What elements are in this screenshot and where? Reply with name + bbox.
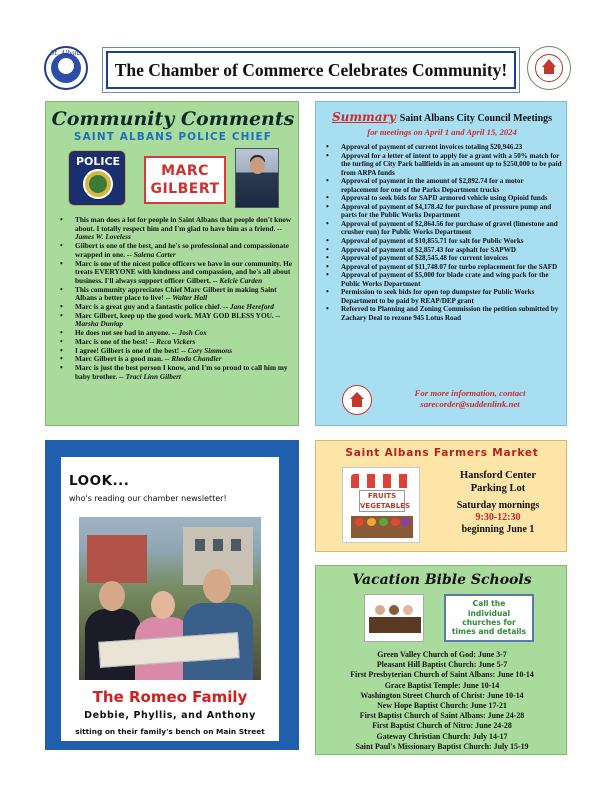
chief-last-name: GILBERT xyxy=(150,181,220,197)
reader-spotlight-panel xyxy=(45,440,299,750)
council-summary-heading xyxy=(316,110,568,124)
chamber-seal-icon xyxy=(527,46,571,90)
market-sign-vegetables: VEGETABLES xyxy=(360,502,410,510)
market-sign-fruits: FRUITS xyxy=(367,492,397,500)
comment-item: • Marc is just the best person I know, and I'm so proud to call him my baby brother. -- Traci Linn Gilbert xyxy=(56,364,292,381)
comment-author: -- Walter Hall xyxy=(165,293,208,303)
reader-spotlight-card xyxy=(61,457,279,741)
council-summary-subtitle: for meetings on April 1 and April 15, 2024 xyxy=(367,127,517,137)
church-schedule-item: First Presbyterian Church of Saint Albans: June 10-14 xyxy=(350,670,534,680)
market-start-date: beginning June 1 xyxy=(461,524,535,535)
look-title: LOOK... xyxy=(69,473,130,489)
comment-author: -- Traci Linn Gilbert xyxy=(119,371,181,381)
call-note-line: individual xyxy=(467,608,511,618)
city-recorder-seal-icon xyxy=(342,385,372,415)
comment-item: • Marc is one of the nicest police officers we have in our community. He treats EVERYONE with kindness and compassion, and he's all about business. I'll always support officer Gilbert. -- Kelcie Carden xyxy=(56,260,292,286)
comment-author: -- Reca Vickers xyxy=(149,336,196,346)
church-schedule-item: Washington Street Church of Christ: June 10-14 xyxy=(360,690,524,700)
chief-first-name: MARC xyxy=(161,163,209,179)
council-action-item: • Approval of payment of $4,178.42 for purchase of pressure pump and parts for the Public Works Department xyxy=(322,203,562,220)
comment-author: -- Rhoda Chandler xyxy=(164,354,222,364)
bible-reading-icon xyxy=(364,594,424,642)
market-details xyxy=(434,469,562,536)
comment-author: -- Marsha Dunlap xyxy=(75,310,281,329)
contact-info xyxy=(378,388,562,410)
church-schedule-item: Pleasant Hill Baptist Church: June 5-7 xyxy=(376,660,508,670)
farmers-market-title: Saint Albans Farmers Market xyxy=(345,447,539,459)
family-name: The Romeo Family xyxy=(92,688,248,706)
market-time: 9:30-12:30 xyxy=(475,512,521,523)
council-action-item: • Approval of payment of $5,000 for blade crate and wing pack for the Public Works Department xyxy=(322,271,562,288)
market-stand-icon xyxy=(342,467,420,543)
church-schedule-item: New Hope Baptist Church: June 17-21 xyxy=(377,701,507,711)
comment-author: -- Salena Carter xyxy=(126,249,176,259)
comment-author: -- Josh Cox xyxy=(171,328,207,338)
comment-item: • Gilbert is one of the best, and he's so professional and compassionate wrapped in one. -- Salena Carter xyxy=(56,242,292,259)
council-action-item: • Approval of payment in the amount of $2,892.74 for a motor replacement for one of the Parks Department trucks xyxy=(322,177,562,194)
city-seal-icon xyxy=(44,46,88,90)
market-stand-sign xyxy=(359,490,410,512)
church-schedule-item: Green Valley Church of God: June 3-7 xyxy=(377,650,507,659)
church-schedule-item: First Baptist Church of Saint Albans: June 24-28 xyxy=(359,711,525,721)
comment-author: -- Jane Hereford xyxy=(223,302,274,312)
comment-item: • This community appreciates Chief Marc Gilbert in making Saint Albans a better place to live! -- Walter Hall xyxy=(56,286,292,303)
church-schedule-item: Saint Paul's Missionary Baptist Church: July 15-19 xyxy=(355,741,529,751)
council-actions-list xyxy=(322,143,562,322)
farmers-market-panel xyxy=(315,440,567,552)
chief-photo xyxy=(235,148,279,208)
church-schedule-item: Gateway Christian Church: July 14-17 xyxy=(376,731,508,741)
comment-author: -- James W. Loveless xyxy=(75,223,283,242)
church-schedule-list xyxy=(316,650,568,752)
comment-item: • Marc is one of the best! -- Reca Vickers xyxy=(56,338,292,347)
comment-item: • Marc Gilbert is a good man. -- Rhoda Chandler xyxy=(56,355,292,364)
comment-item: • This man does a lot for people in Saint Albans that people don't know about. I totally respect him and I'm glad to have him as a friend. -- James W. Loveless xyxy=(56,216,292,242)
chief-name-box xyxy=(144,156,226,204)
call-note-line: times and details xyxy=(451,627,527,637)
call-note-line: churches for xyxy=(462,618,516,627)
market-location-line2: Parking Lot xyxy=(470,483,526,494)
comment-item: • He does not see bad in anyone. -- Josh Cox xyxy=(56,329,292,338)
council-action-item: • Approval of payment of $2,864.56 for purchase of gravel (limestone and crusher run) for Public Works Department xyxy=(322,220,562,237)
comment-item: • I agree! Gilbert is one of the best! -- Cory Simmons xyxy=(56,347,292,356)
police-badge-icon xyxy=(68,150,126,206)
council-action-item: • Approval of payment of $10,855.71 for salt for Public Works xyxy=(322,237,562,246)
council-action-item: • Approval of payment of $28,545.48 for current invoices xyxy=(322,254,562,263)
bible-schools-panel xyxy=(315,565,567,755)
council-action-item: • Approval of payment of $2,857.43 for asphalt for SAPWD xyxy=(322,246,562,255)
council-summary-title: Saint Albans City Council Meetings xyxy=(399,113,553,124)
police-badge-text: POLICE xyxy=(75,155,121,168)
council-action-item: • Approval of payment of current invoices totaling $20,946.23 xyxy=(322,143,562,152)
council-action-item: • Approval to seek bids for SAPD armored vehicle using Opioid funds xyxy=(322,194,562,203)
newsletter-title: The Chamber of Commerce Celebrates Community! xyxy=(114,59,508,80)
contact-label: For more information, contact xyxy=(414,388,526,398)
market-day: Saturday mornings xyxy=(456,500,540,511)
comments-list xyxy=(56,216,292,381)
community-comments-panel xyxy=(45,101,299,426)
city-seal-text: St. Albans xyxy=(50,50,82,57)
police-chief-subtitle: SAINT ALBANS POLICE CHIEF xyxy=(73,131,273,143)
council-action-item: • Referred to Planning and Zoning Commission the petition submitted by Zachary Deal to rezone 945 Lotus Road xyxy=(322,305,562,322)
council-action-item: • Permission to seek bids for open top dumpster for Public Works Department to be paid by REAP/DEP grant xyxy=(322,288,562,305)
council-action-item: • Approval of payment of $11,748.07 for turbo replacement for the SAFD xyxy=(322,263,562,272)
call-note-line: Call the xyxy=(472,599,506,609)
contact-email-link[interactable]: sarecorder@suddenlink.net xyxy=(420,399,520,409)
comment-author: -- Kelcie Carden xyxy=(212,275,263,285)
community-comments-title: Community Comments xyxy=(51,108,295,130)
council-action-item: • Approval for a letter of intent to apply for a grant with a 50% match for the turfing of City Park ballfields in an amount up to $250,000 to be paid from ARPA funds xyxy=(322,152,562,178)
call-churches-note xyxy=(444,594,534,642)
family-members: Debbie, Phyllis, and Anthony xyxy=(84,710,256,721)
summary-label: Summary xyxy=(331,110,396,124)
comment-author: -- Cory Simmons xyxy=(181,345,233,355)
photo-caption: sitting on their family's bench on Main Street xyxy=(75,727,265,736)
bible-schools-title: Vacation Bible Schools xyxy=(352,572,532,588)
comment-item: • Marc Gilbert, keep up the good work. MAY GOD BLESS YOU. -- Marsha Dunlap xyxy=(56,312,292,329)
church-schedule-item: Grace Baptist Temple: June 10-14 xyxy=(384,680,500,690)
family-photo xyxy=(79,517,261,680)
newsletter-title-box xyxy=(106,51,516,89)
council-summary-panel xyxy=(315,101,567,426)
market-location-line1: Hansford Center xyxy=(459,470,537,481)
comment-item: • Marc is a great guy and a fantastic police chief. -- Jane Hereford xyxy=(56,303,292,312)
look-subtitle: who's reading our chamber newsletter! xyxy=(69,494,227,503)
church-schedule-item: First Baptist Church of Nitro: June 24-28 xyxy=(372,721,512,731)
